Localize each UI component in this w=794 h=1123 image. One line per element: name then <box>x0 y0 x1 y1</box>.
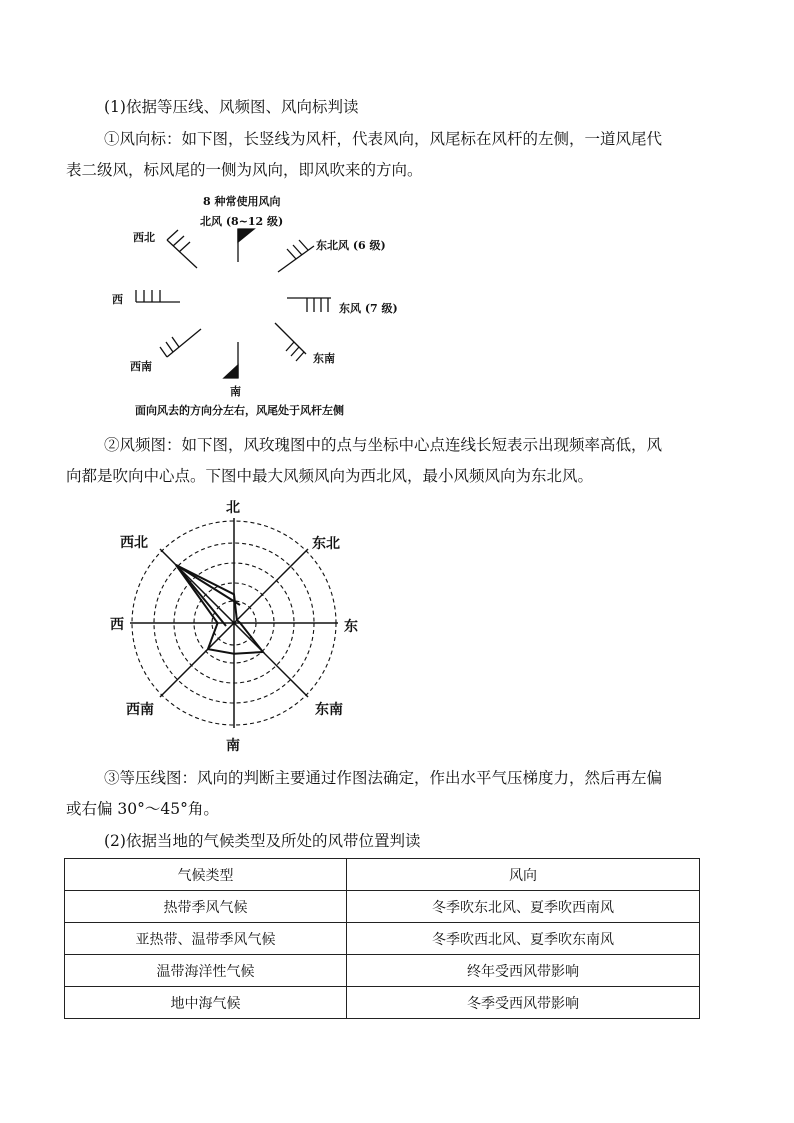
fig1-label-west: 西 <box>112 293 123 306</box>
fig1-title: 8 种常使用风向 <box>203 195 281 208</box>
para3-line1: ③等压线图：风向的判断主要通过作图法确定，作出水平气压梯度力，然后再左偏 <box>104 769 663 787</box>
rose-label-west: 西 <box>110 617 124 633</box>
table-row <box>65 987 700 1019</box>
rose-label-northeast: 东北 <box>312 536 340 552</box>
table-row <box>65 955 700 987</box>
rose-inner-line-2 <box>176 565 240 605</box>
table-header-row <box>65 859 700 891</box>
fig1-label-northeast: 东北风 (6 级) <box>316 239 386 252</box>
rose-label-northwest: 西北 <box>120 535 148 551</box>
table-cell-climate: 温带海洋性气候 <box>65 955 347 987</box>
para1-line1: ①风向标：如下图，长竖线为风杆，代表风向，风尾标在风杆的左侧，一道风尾代 <box>104 130 663 148</box>
para2-line2: 向都是吹向中心点。下图中最大风频风向为西北风，最小风频风向为东北风。 <box>66 467 594 485</box>
section2-heading: (2)依据当地的气候类型及所处的风带位置判读 <box>104 832 421 850</box>
rose-axes <box>130 518 338 728</box>
table-row <box>65 891 700 923</box>
table-header-climate: 气候类型 <box>65 859 347 891</box>
table-cell-wind: 冬季受西风带影响 <box>347 987 700 1019</box>
rose-label-east: 东 <box>344 619 358 635</box>
para2-line1: ②风频图：如下图，风玫瑰图中的点与坐标中心点连线长短表示出现频率高低，风 <box>104 436 663 454</box>
rose-label-south: 南 <box>226 738 240 754</box>
table-cell-wind: 终年受西风带影响 <box>347 955 700 987</box>
table-row <box>65 923 700 955</box>
fig1-caption: 面向风去的方向分左右，风尾处于风杆左侧 <box>135 404 344 417</box>
rose-label-southwest: 西南 <box>126 702 154 718</box>
fig1-label-north: 北风 (8~12 级) <box>200 215 284 228</box>
section1-heading: (1)依据等压线、风频图、风向标判读 <box>104 98 359 116</box>
climate-wind-table <box>64 858 700 1019</box>
table-cell-wind: 冬季吹西北风、夏季吹东南风 <box>347 923 700 955</box>
table-cell-climate: 热带季风气候 <box>65 891 347 923</box>
fig1-label-northwest: 西北 <box>133 231 155 244</box>
rose-inner-line-1 <box>176 565 226 626</box>
fig1-label-southwest: 西南 <box>130 360 152 373</box>
para1-line2: 表二级风，标风尾的一侧为风向，即风吹来的方向。 <box>66 161 423 179</box>
rose-label-north: 北 <box>226 500 240 516</box>
table-cell-climate: 地中海气候 <box>65 987 347 1019</box>
table-header-wind: 风向 <box>347 859 700 891</box>
rose-label-southeast: 东南 <box>315 702 343 718</box>
fig1-label-east: 东风 (7 级) <box>339 302 398 315</box>
fig1-label-south: 南 <box>230 385 241 398</box>
para3-line2: 或右偏 30°～45°角。 <box>66 800 219 818</box>
fig1-label-southeast: 东南 <box>313 352 335 365</box>
table-cell-climate: 亚热带、温带季风气候 <box>65 923 347 955</box>
table-cell-wind: 冬季吹东北风、夏季吹西南风 <box>347 891 700 923</box>
